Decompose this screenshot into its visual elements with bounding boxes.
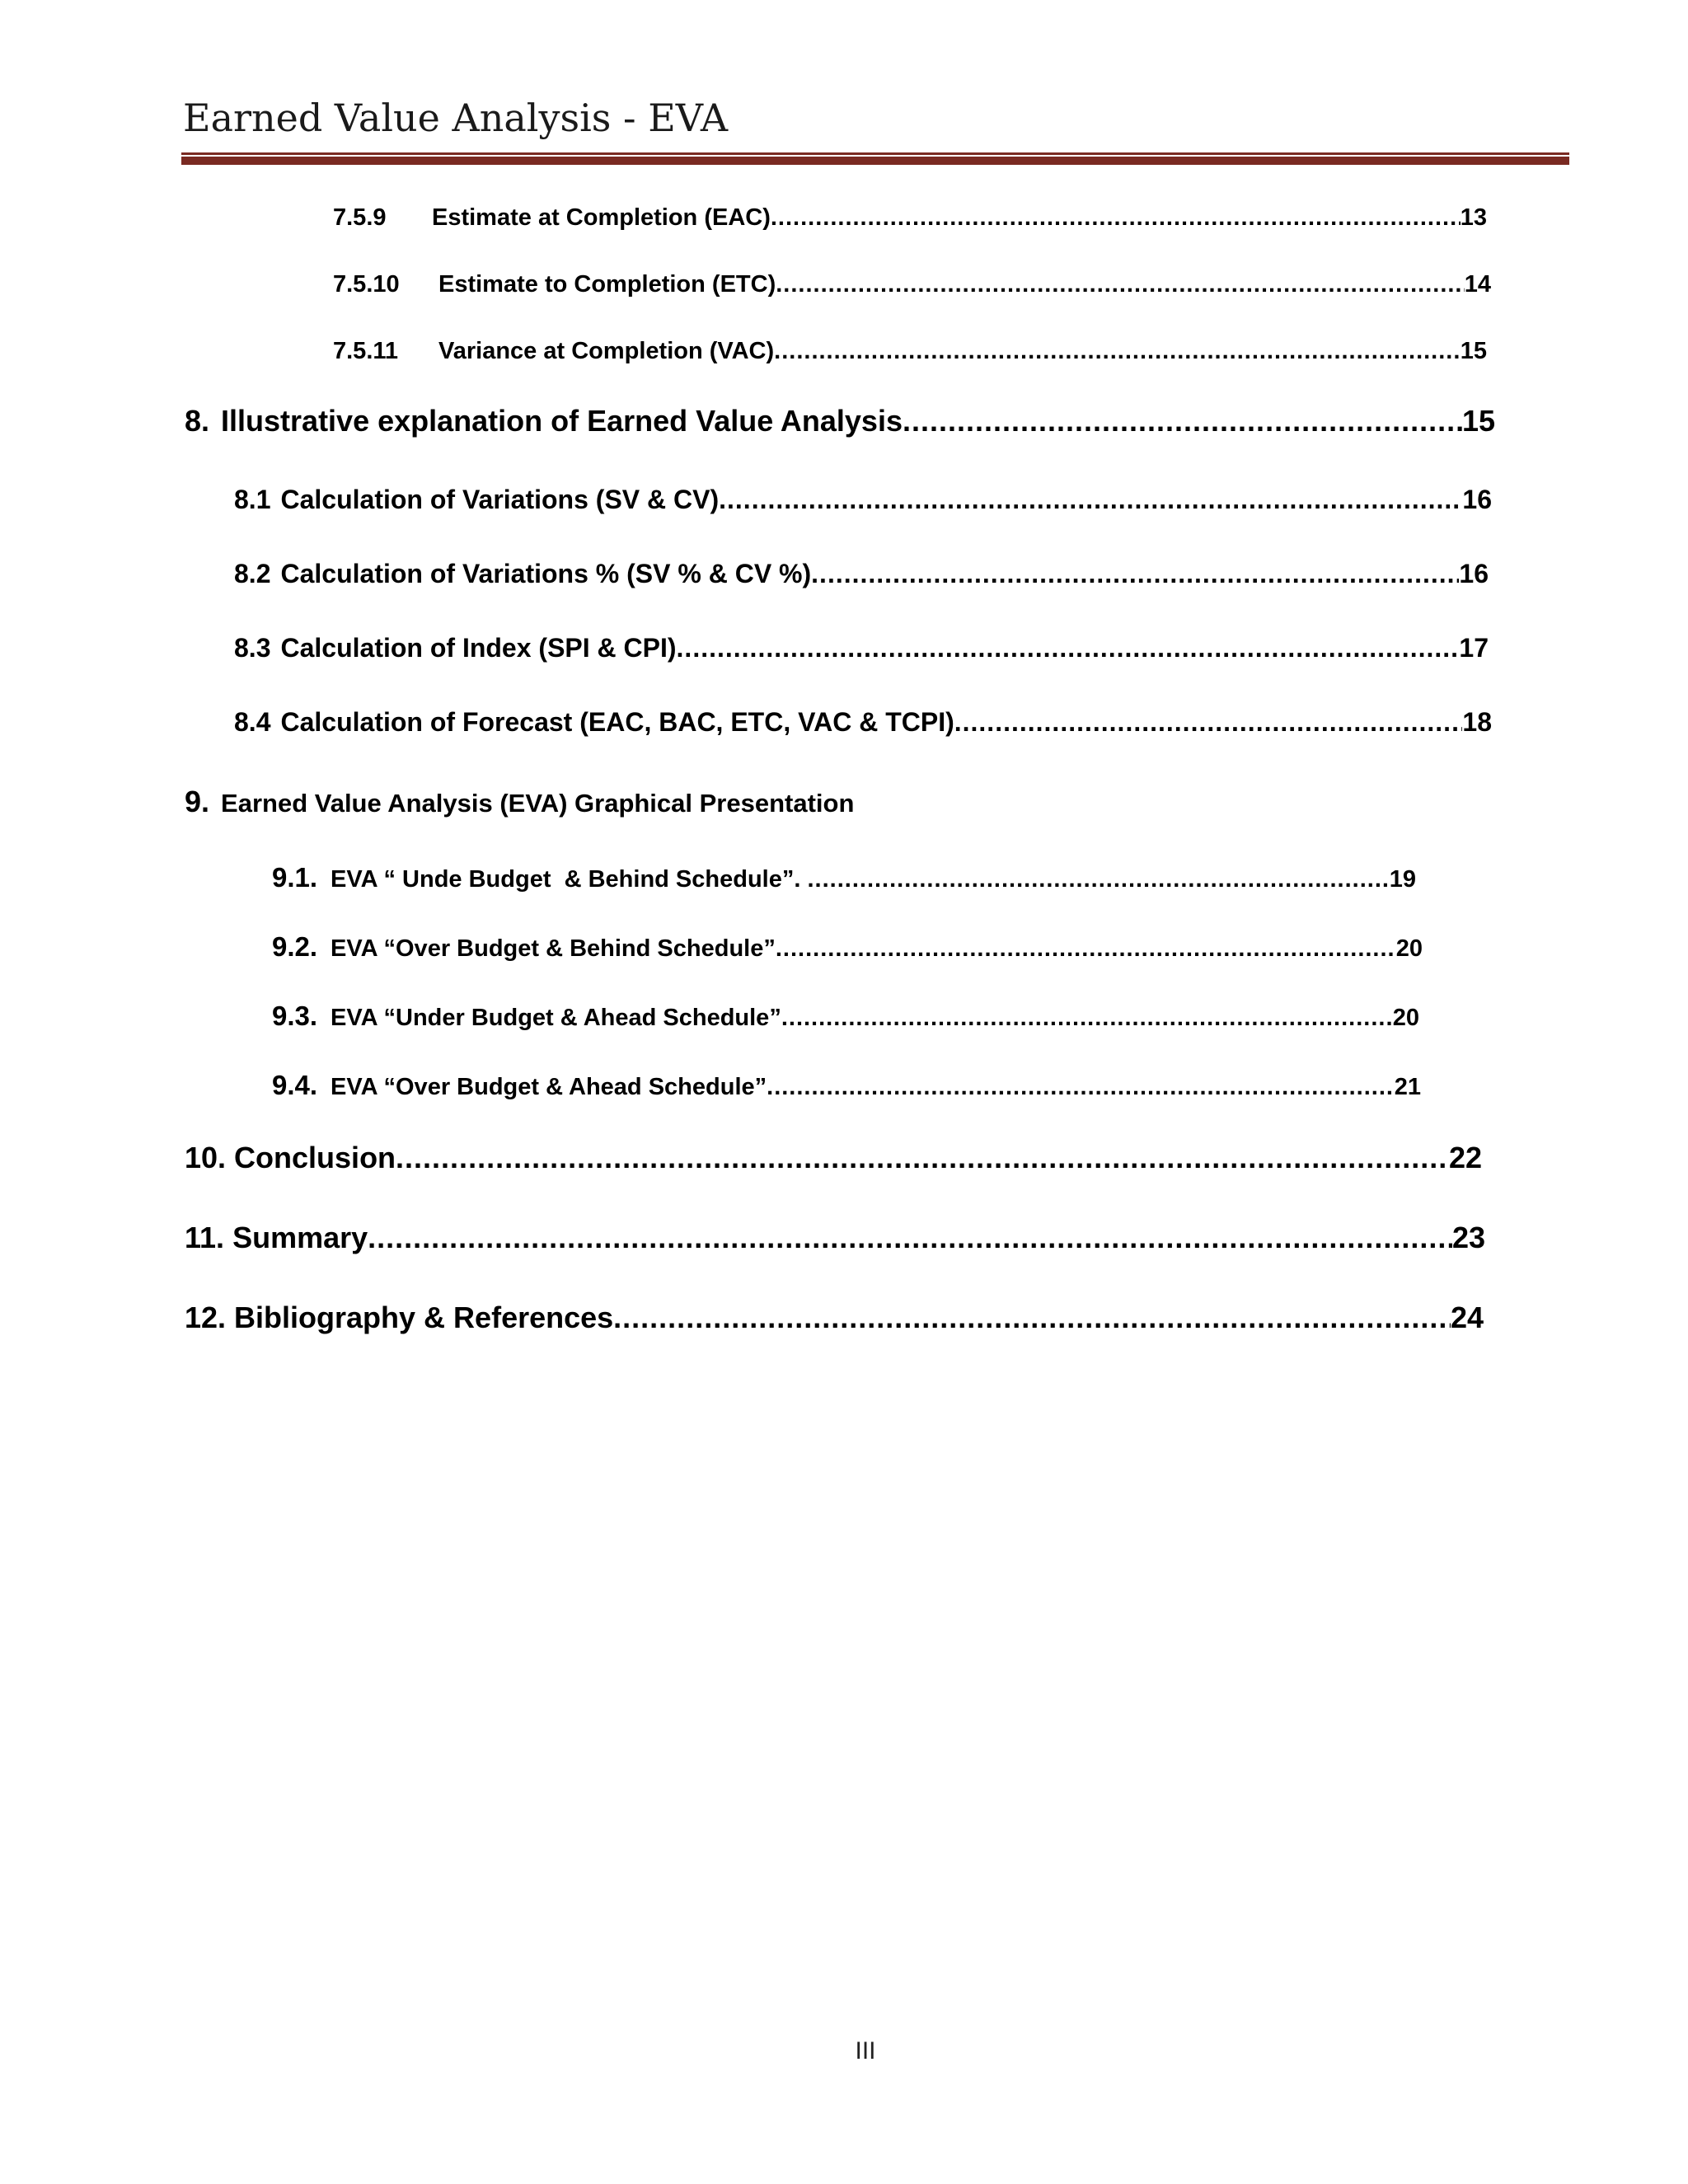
toc-entry-page: 20: [1395, 935, 1423, 962]
toc-dot-leader: [903, 404, 1462, 438]
toc-entry-page: 20: [1392, 1005, 1419, 1031]
toc-entry-number: 7.5.10: [333, 271, 400, 298]
toc-entry-8-2[interactable]: [234, 559, 1489, 589]
toc-entry-page: 15: [1460, 338, 1487, 364]
toc-entry-number: 9.1.: [272, 862, 318, 893]
toc-entry-title: Summary: [232, 1221, 368, 1254]
toc-dot-leader: [781, 1005, 1393, 1032]
toc-entry-number: 8.4: [234, 707, 271, 737]
toc-entry-title: Earned Value Analysis (EVA) Graphical Presentation: [221, 789, 855, 818]
toc-dot-leader: [396, 1141, 1449, 1175]
toc-entry-8-1[interactable]: [234, 485, 1492, 515]
toc-entry-9-4[interactable]: [272, 1070, 1421, 1101]
toc-dot-leader: [954, 707, 1463, 738]
toc-entry-12[interactable]: [185, 1301, 1484, 1335]
toc-entry-number: 9.2.: [272, 931, 318, 962]
toc-entry-page: 16: [1462, 485, 1492, 514]
toc-dot-leader: [807, 866, 1389, 893]
toc-dot-leader: [613, 1301, 1451, 1335]
toc-dot-leader: [774, 338, 1461, 365]
toc-entry-title: Illustrative explanation of Earned Value Analysis: [221, 404, 903, 438]
toc-entry-page: 13: [1460, 204, 1487, 231]
toc-entry-number: 8.1: [234, 485, 271, 514]
toc-entry-title: Calculation of Variations % (SV % & CV %): [280, 559, 812, 588]
toc-dot-leader: [368, 1221, 1452, 1255]
toc-dot-leader: [776, 935, 1396, 963]
toc-entry-title: Variance at Completion (VAC): [438, 338, 775, 364]
toc-entry-page: 21: [1394, 1074, 1421, 1100]
toc-entry-number: 7.5.9: [333, 204, 387, 231]
toc-entry-number: 9.: [185, 785, 210, 818]
toc-entry-9[interactable]: [185, 785, 1174, 819]
toc-entry-page: 15: [1461, 404, 1495, 438]
toc-entry-title: Calculation of Forecast (EAC, BAC, ETC, VAC & TCPI): [280, 707, 954, 737]
toc-entry-title: Estimate at Completion (EAC): [432, 204, 771, 231]
toc-entry-9-2[interactable]: [272, 931, 1423, 963]
toc-entry-page: 22: [1448, 1141, 1482, 1174]
toc-entry-11[interactable]: [185, 1221, 1485, 1255]
toc-dot-leader: [776, 271, 1465, 298]
header-rule-thick: [181, 157, 1569, 165]
toc-entry-title: Calculation of Variations (SV & CV): [280, 485, 720, 514]
toc-dot-leader: [719, 485, 1462, 515]
toc-entry-page: 18: [1462, 707, 1492, 737]
toc-entry-title: EVA “Over Budget & Behind Schedule”: [331, 935, 776, 962]
toc-entry-title: EVA “Under Budget & Ahead Schedule”: [331, 1005, 781, 1031]
toc-entry-page: 16: [1459, 559, 1489, 588]
toc-entry-8[interactable]: [185, 404, 1495, 438]
toc-entry-title: EVA “ Unde Budget & Behind Schedule”.: [331, 866, 808, 893]
toc-entry-number: 8.: [185, 404, 210, 438]
toc-entry-number: 9.3.: [272, 1001, 318, 1031]
toc-entry-number: 9.4.: [272, 1070, 318, 1100]
header-rule-thin: [181, 152, 1569, 155]
toc-entry-title: Bibliography & References: [234, 1301, 614, 1334]
toc-entry-number: 10.: [185, 1141, 227, 1174]
toc-entry-title: Conclusion: [234, 1141, 396, 1174]
toc-entry-9-1[interactable]: [272, 862, 1416, 893]
toc-entry-page: 19: [1389, 866, 1416, 893]
toc-entry-7-5-9[interactable]: [333, 204, 1487, 232]
toc-entry-page: 14: [1464, 271, 1491, 298]
toc-entry-page: 17: [1459, 633, 1489, 663]
toc-dot-leader: [677, 633, 1460, 663]
toc-entry-number: 7.5.11: [333, 338, 399, 364]
toc-entry-title: EVA “Over Budget & Ahead Schedule”: [331, 1074, 767, 1100]
toc-entry-number: 8.3: [234, 633, 271, 663]
document-header-title: Earned Value Analysis - EVA: [183, 96, 729, 140]
toc-entry-7-5-11[interactable]: [333, 338, 1487, 365]
toc-entry-number: 11.: [185, 1221, 225, 1254]
toc-dot-leader: [811, 559, 1459, 589]
toc-entry-page: 24: [1450, 1301, 1484, 1334]
toc-entry-10[interactable]: [185, 1141, 1482, 1175]
toc-dot-leader: [767, 1074, 1395, 1101]
toc-entry-title: Estimate to Completion (ETC): [438, 271, 776, 298]
toc-entry-8-4[interactable]: [234, 707, 1492, 738]
page-number: III: [855, 2037, 876, 2064]
toc-entry-page: 23: [1451, 1221, 1485, 1254]
toc-entry-7-5-10[interactable]: [333, 271, 1491, 298]
toc-entry-number: 12.: [185, 1301, 227, 1334]
toc-dot-leader: [771, 204, 1461, 232]
toc-entry-number: 8.2: [234, 559, 271, 588]
toc-entry-title: Calculation of Index (SPI & CPI): [280, 633, 677, 663]
toc-entry-9-3[interactable]: [272, 1001, 1419, 1032]
toc-entry-8-3[interactable]: [234, 633, 1489, 663]
